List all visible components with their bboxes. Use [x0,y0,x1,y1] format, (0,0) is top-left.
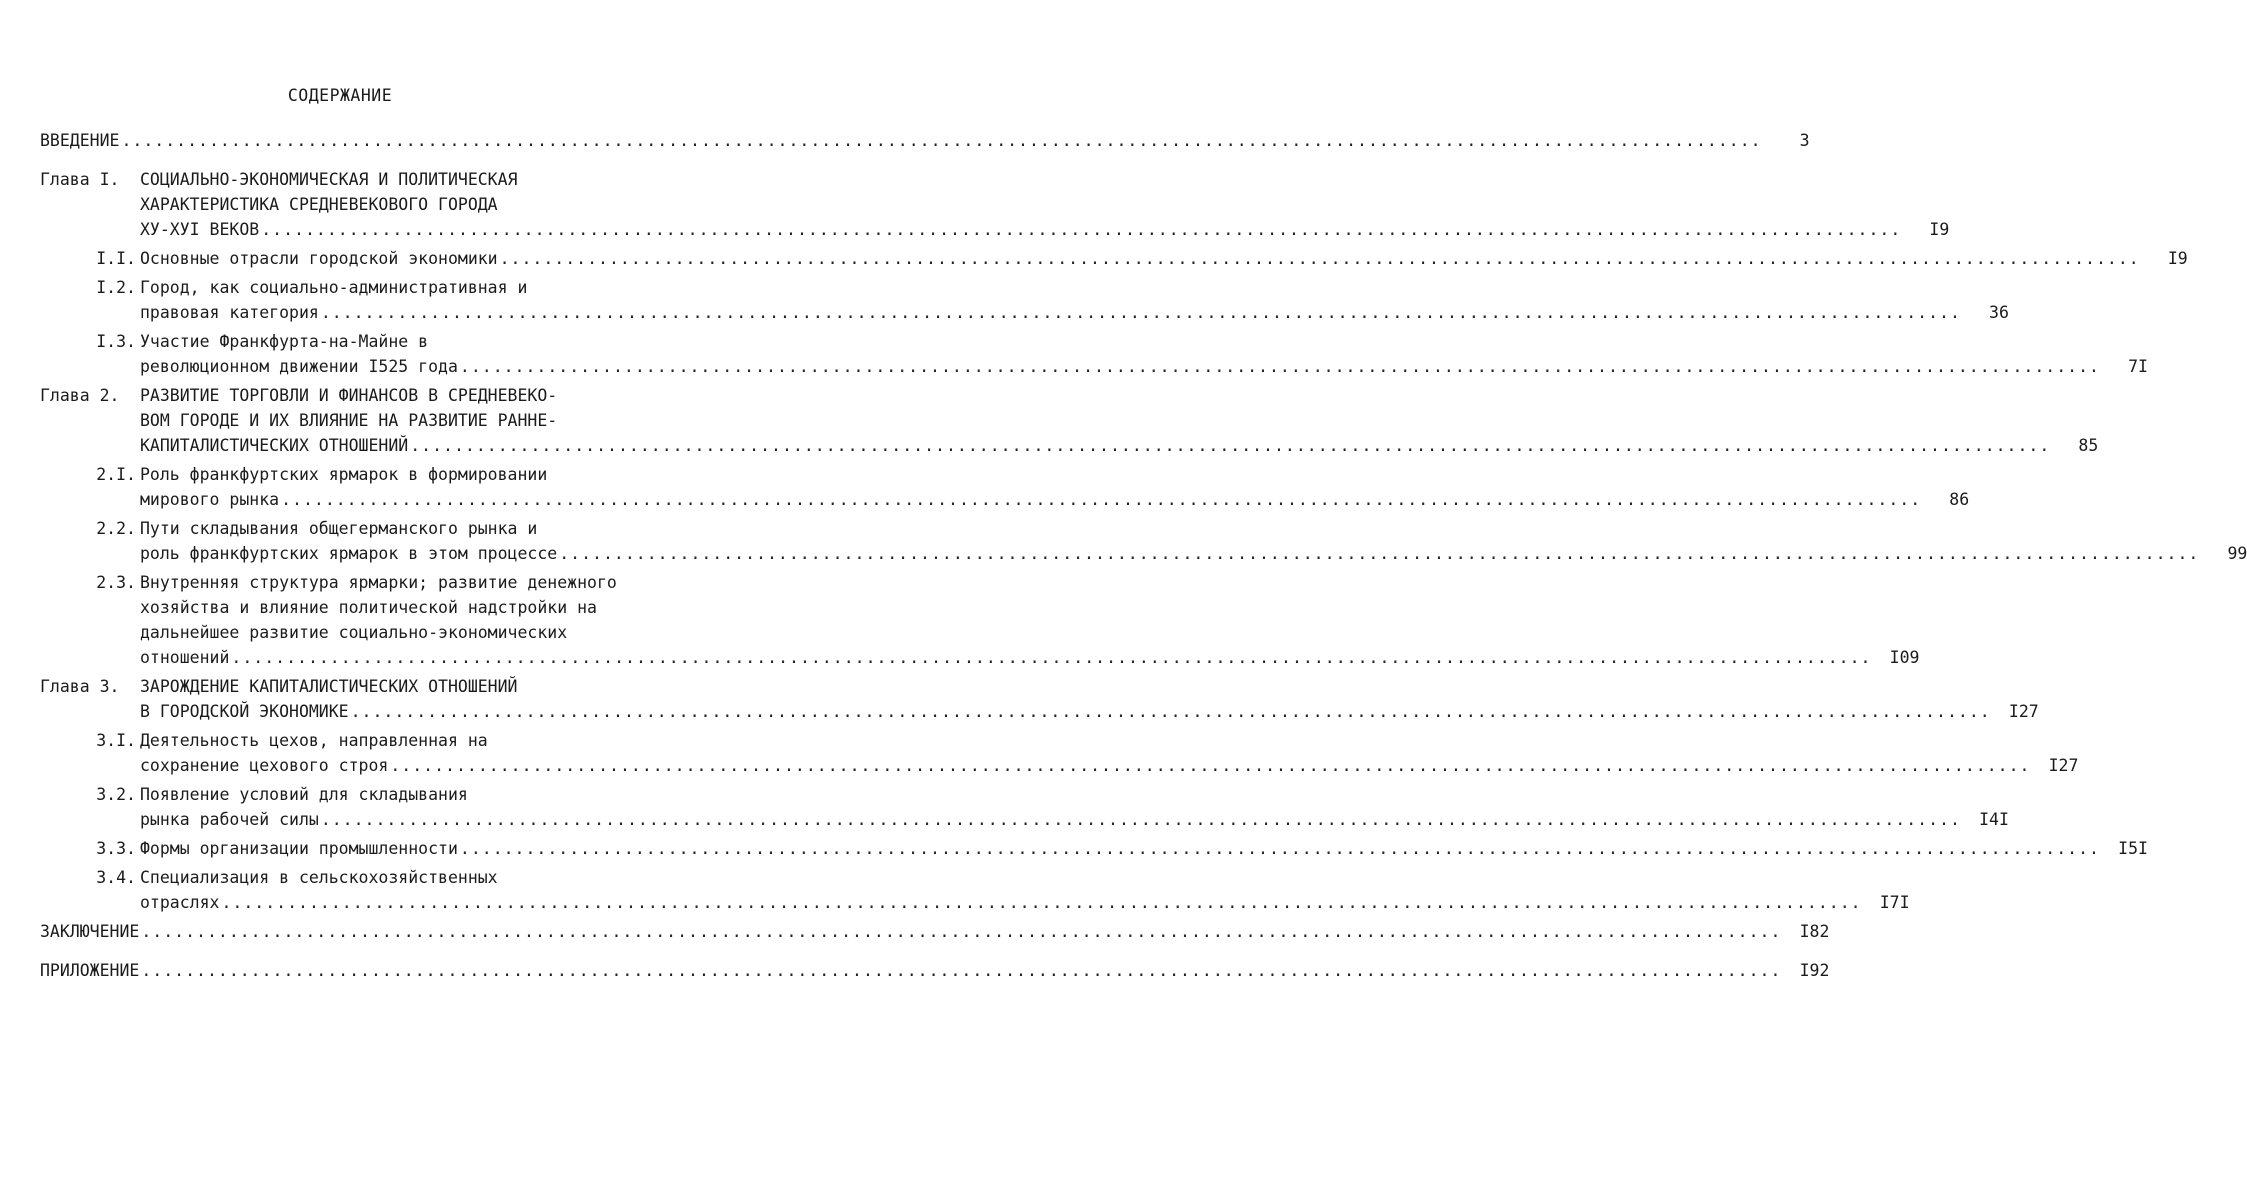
toc-entry-text: ХУ-ХУI ВЕКОВ [140,220,260,239]
toc-entry-text: отраслях [140,893,220,912]
toc-entry-label: I.I. [96,249,136,268]
dot-leader [281,487,1921,512]
toc-entry-label: 2.2. [96,519,136,538]
toc-entry-text: мирового рынка [140,490,280,509]
toc-entry-label: 3.4. [96,868,136,887]
page-number: 36 [1989,303,2009,322]
toc-entry-text: Роль франкфуртских ярмарок в формировании [140,465,548,484]
dot-leader [559,541,2199,566]
toc-entry-section [40,865,1910,915]
toc-entry-text: рынка рабочей силы [140,810,319,829]
toc-entry-text: ВВЕДЕНИЕ [40,131,120,150]
toc-entry-label: I.3. [96,332,136,351]
toc-entry-chapter [40,674,2039,724]
toc-entry-text: Деятельность цехов, направленная на [140,731,488,750]
toc-entry-text: Появление условий для складывания [140,785,468,804]
spacer [40,948,745,958]
toc-entry-top [40,919,1830,944]
page-number: I9 [2167,249,2188,268]
toc-entry-section [40,275,2009,325]
table-of-contents [40,128,2247,997]
toc-entry-text: В ГОРОДСКОЙ ЭКОНОМИКЕ [140,702,349,721]
dot-leader [141,919,1781,944]
toc-entry-text: ХАРАКТЕРИСТИКА СРЕДНЕВЕКОВОГО ГОРОДА [140,195,498,214]
dot-leader [500,246,2140,271]
dot-leader [231,645,1871,670]
page-number: I92 [1799,961,1830,980]
toc-entry-section [40,728,2079,778]
toc-entry-section [40,516,2247,566]
toc-entry-text: Специализация в сельскохозяйственных [140,868,498,887]
toc-entry-text: Пути складывания общегерманского рынка и [140,519,538,538]
page-number: 85 [2078,436,2099,455]
dot-leader [460,836,2100,861]
toc-entry-text: революционном движении I525 года [140,357,458,376]
page-number: 3 [1799,131,1810,150]
dot-leader [410,433,2050,458]
toc-entry-text: ЗАРОЖДЕНИЕ КАПИТАЛИСТИЧЕСКИХ ОТНОШЕНИЙ [140,677,518,696]
dot-leader [321,300,1961,325]
dot-leader [351,699,1991,724]
toc-entry-label: Глава 2. [40,386,120,405]
toc-entry-chapter [40,383,2099,458]
toc-entry-chapter [40,167,1950,242]
dot-leader [460,354,2100,379]
toc-entry-label: Глава I. [40,170,120,189]
page-number: I7I [1879,893,1910,912]
toc-entry-section [40,782,2009,832]
toc-entry-text: Основные отрасли городской экономики [140,249,498,268]
toc-entry-text: ПРИЛОЖЕНИЕ [40,961,140,980]
page-number: I82 [1799,922,1830,941]
spacer [40,987,745,997]
page-number: 86 [1949,490,1970,509]
toc-entry-text: хозяйства и влияние политической надстройки на [140,598,597,617]
toc-entry-section [40,329,2148,379]
page-number: 99 [2227,544,2247,563]
page-number: I9 [1929,220,1950,239]
toc-entry-text: отношений [140,648,230,667]
toc-entry-text: правовая категория [140,303,319,322]
toc-entry-label: 3.I. [96,731,136,750]
toc-entry-top [40,128,1810,153]
page-number: I09 [1889,648,1920,667]
dot-leader [390,753,2030,778]
toc-entry-label: 3.3. [96,839,136,858]
dot-leader [121,128,1761,153]
toc-entry-top [40,958,1830,983]
toc-entry-text: роль франкфуртских ярмарок в этом процессе [140,544,558,563]
dot-leader [141,958,1781,983]
page-title: СОДЕРЖАНИЕ [287,86,393,105]
spacer [40,157,745,167]
toc-entry-text: СОЦИАЛЬНО-ЭКОНОМИЧЕСКАЯ И ПОЛИТИЧЕСКАЯ [140,170,518,189]
dot-leader [221,890,1861,915]
page-number: 7I [2128,357,2148,376]
page-number: I27 [2048,756,2079,775]
dot-leader [261,217,1901,242]
toc-entry-section [40,836,2148,861]
toc-entry-text: дальнейшее развитие социально-экономических [140,623,568,642]
dot-leader [321,807,1961,832]
toc-entry-text: Участие Франкфурта-на-Майне в [140,332,429,351]
toc-entry-text: ЗАКЛЮЧЕНИЕ [40,922,140,941]
page-number: I5I [2118,839,2148,858]
toc-entry-text: ВОМ ГОРОДЕ И ИХ ВЛИЯНИЕ НА РАЗВИТИЕ РАННЕ- [140,411,558,430]
toc-entry-text: РАЗВИТИЕ ТОРГОВЛИ И ФИНАНСОВ В СРЕДНЕВЕКО- [140,386,558,405]
toc-entry-label: Глава 3. [40,677,120,696]
toc-entry-text: Внутренняя структура ярмарки; развитие денежного [140,573,617,592]
toc-entry-label: 2.I. [96,465,136,484]
toc-entry-text: сохранение цехового строя [140,756,389,775]
toc-entry-text: КАПИТАЛИСТИЧЕСКИХ ОТНОШЕНИЙ [140,436,409,455]
toc-entry-label: 2.3. [96,573,136,592]
toc-entry-text: Формы организации промышленности [140,839,458,858]
toc-entry-section [40,246,2188,271]
page-number: I27 [2008,702,2039,721]
toc-entry-section [40,570,1920,670]
toc-entry-label: 3.2. [96,785,136,804]
toc-entry-section [40,462,1970,512]
page-number: I4I [1979,810,2009,829]
toc-entry-text: Город, как социально-административная и [140,278,528,297]
toc-entry-label: I.2. [96,278,136,297]
